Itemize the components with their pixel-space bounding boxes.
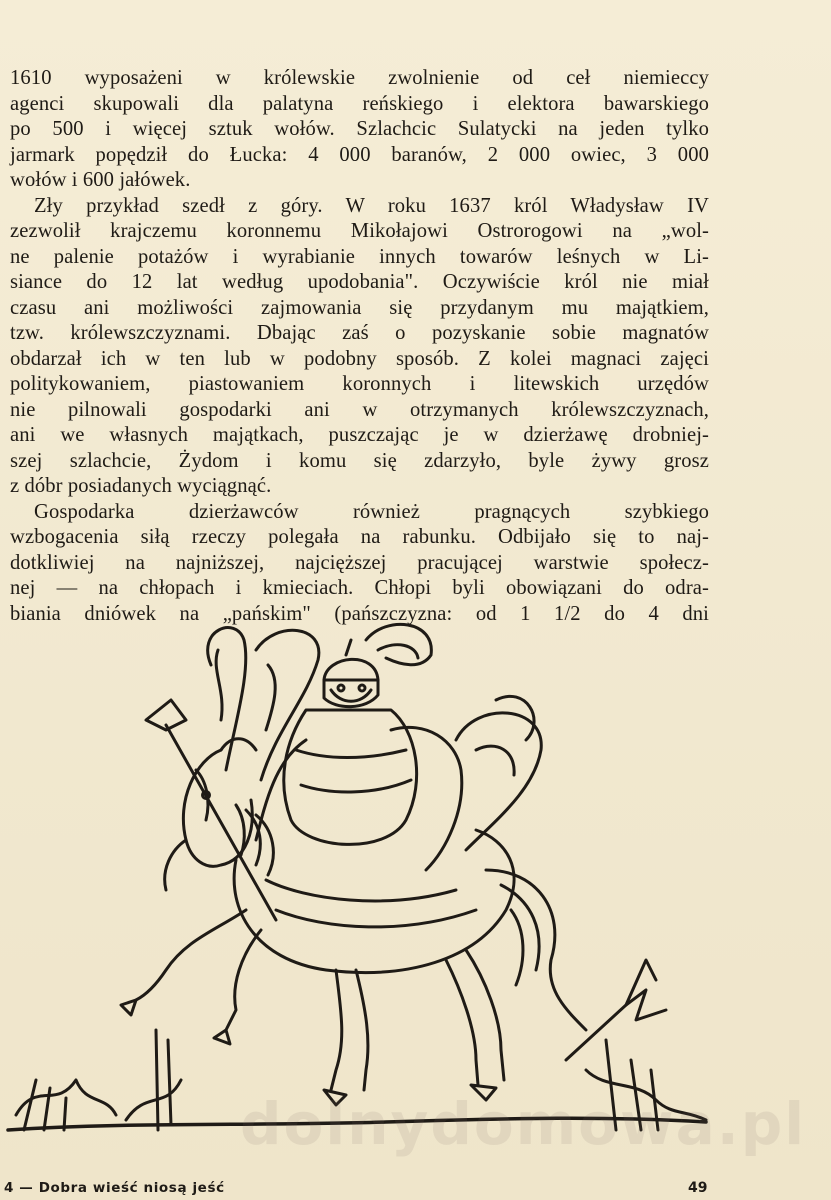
text-line: jarmark popędził do Łucka: 4 000 baranów, 2 000 owiec, 3 000 — [10, 143, 709, 166]
text-line: zezwolił krajczemu koronnemu Mikołajowi Ostrorogowi na „wol- — [10, 220, 709, 242]
text-line: siance do 12 lat według upodobania". Oczywiście król nie miał — [10, 271, 709, 293]
footer-signature: 4 — Dobra wieść niosą jeść — [4, 1180, 225, 1196]
text-line: agenci skupowali dla palatyna reńskiego i elektora bawarskiego — [10, 92, 709, 115]
text-line: nej — na chłopach i kmieciach. Chłopi byli obowiązani do odra- — [10, 577, 709, 599]
text-line: biania dniówek na „pańskim" (pańszczyzna: od 1 1/2 do 4 dni — [10, 602, 709, 625]
text-line: po 500 i więcej sztuk wołów. Szlachcic Sulatycki na jeden tylko — [10, 118, 709, 140]
text-line: ne palenie potażów i wyrabianie innych towarów leśnych w Li- — [10, 245, 709, 268]
watermark-text: dolnydomowa.pl — [240, 1090, 807, 1158]
rider-on-horse-illustration — [6, 610, 714, 1150]
text-line: tzw. królewszczyznami. Dbając zaś o pozyskanie sobie magnatów — [10, 322, 709, 344]
body-text — [10, 66, 709, 627]
page-number: 49 — [688, 1180, 708, 1196]
text-line: ani we własnych majątkach, puszczając je w dzierżawę drobniej- — [10, 424, 709, 446]
text-line: 1610 wyposażeni w królewskie zwolnienie od ceł niemieccy — [10, 67, 709, 89]
text-line: szej szlachcie, Żydom i komu się zdarzyło, byle żywy grosz — [10, 449, 709, 472]
text-line: Zły przykład szedł z góry. W roku 1637 król Władysław IV — [34, 194, 709, 217]
text-line: czasu ani możliwości zajmowania się przydanym mu majątkiem, — [10, 296, 709, 319]
text-line: nie pilnowali gospodarki ani w otrzymanych królewszczyznach, — [10, 398, 709, 421]
text-line: z dóbr posiadanych wyciągnąć. — [10, 475, 272, 497]
text-line: wołów i 600 jałówek. — [10, 169, 191, 191]
text-line: obdarzał ich w ten lub w podobny sposób. Z kolei magnaci zajęci — [10, 347, 709, 370]
text-line: politykowaniem, piastowaniem koronnych i litewskich urzędów — [10, 373, 709, 395]
text-line: wzbogacenia siłą rzeczy polegała na rabunku. Odbijało się to naj- — [10, 526, 709, 548]
text-line: dotkliwiej na najniższej, najcięższej pracującej warstwie społecz- — [10, 551, 709, 574]
text-line: Gospodarka dzierżawców również pragnących szybkiego — [34, 500, 709, 523]
